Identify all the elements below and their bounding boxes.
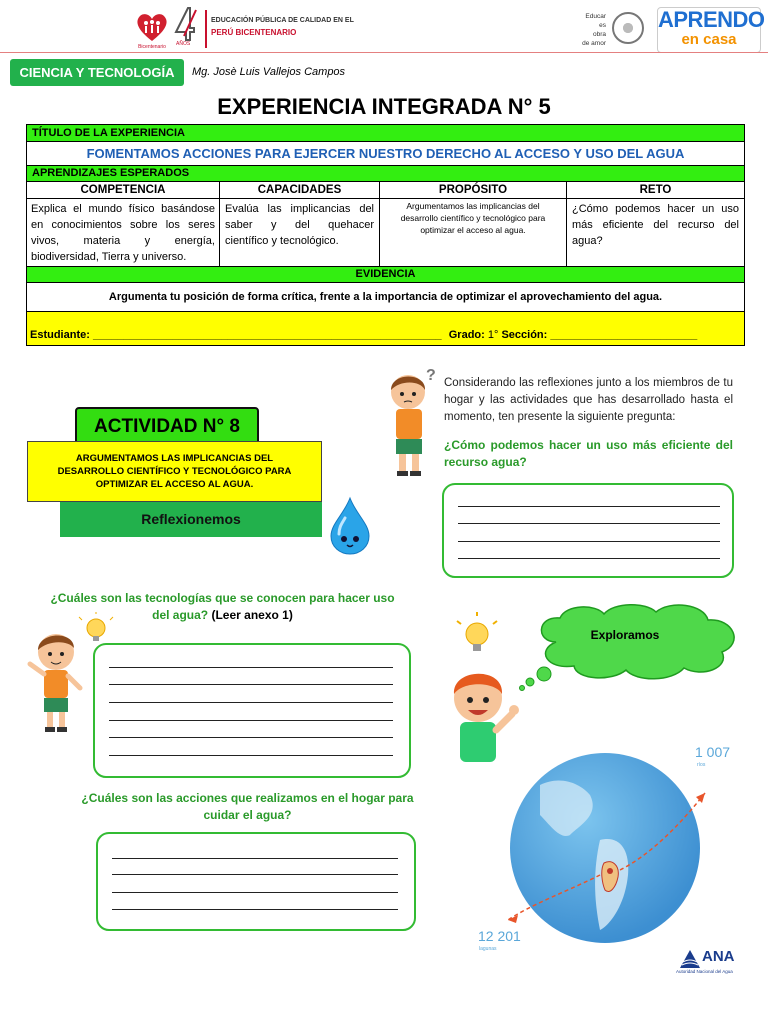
globe-icon: [500, 745, 710, 945]
page-title: EXPERIENCIA INTEGRADA N° 5: [217, 94, 551, 119]
exploramos-label: Exploramos: [590, 628, 660, 642]
headers-row: [27, 182, 744, 199]
logo-caption: Bicentenario: [138, 44, 166, 50]
activity-description: ARGUMENTAMOS LAS IMPLICANCIAS DEL DESARROLLO CIENTÍFICO Y TECNOLÓGICO PARA OPTIMIZAR EL ACCESO AL AGUA.: [27, 441, 322, 502]
answer-box-1[interactable]: [93, 643, 411, 778]
header-competencia: COMPETENCIA: [27, 182, 220, 198]
question-2: ¿Cuáles son las acciones que realizamos en el hogar para cuidar el agua?: [81, 791, 414, 822]
header-reto: RETO: [639, 184, 672, 196]
cell-capacidades: Evalúa las implicancias del saber y del quehacer científico y tecnológico.: [220, 199, 380, 266]
seccion-label: Sección:: [501, 329, 548, 341]
lightbulb-icon: [452, 612, 502, 662]
subject-tab: CIENCIA Y TECNOLOGÍA: [10, 59, 184, 86]
cell-competencia: Explica el mundo físico basándose en conocimientos sobre los seres vivos, materia y energía, biodiversidad, Tierra y universo.: [27, 199, 220, 266]
en-casa-text: en casa: [681, 31, 737, 48]
considering-text: Considerando las reflexiones junto a los miembros de tu hogar y las actividades que has desarrollado hasta el momento, ten presente la siguiente pregunta:: [444, 377, 733, 423]
cell-proposito: Argumentamos las implicancias del desarrollo científico y tecnológico para optimizar el acceso al agua.: [380, 199, 567, 266]
estudiante-label: Estudiante:: [30, 329, 90, 341]
lagunas-label: lagunas: [479, 946, 497, 952]
header-proposito: PROPÓSITO: [380, 182, 567, 198]
header-line-2: PERÚ BICENTENARIO: [211, 28, 297, 37]
student-row: [27, 312, 744, 345]
boy-thinking-icon: [380, 362, 442, 482]
aprendizajes-label-row: APRENDIZAJES ESPERADOS: [27, 166, 744, 182]
aprendo-en-casa-logo: [657, 7, 765, 53]
answer-box-2[interactable]: [96, 832, 416, 931]
ana-full-name: Autoridad Nacional del Agua: [676, 969, 733, 974]
ana-logo-text: ANA: [702, 948, 735, 965]
educar-motto: Educar es obra de amor: [582, 13, 606, 47]
reflexionemos-banner: Reflexionemos: [60, 502, 322, 537]
evidencia-row: Argumenta tu posición de forma crítica, frente a la importancia de optimizar el aprovechamiento del agua.: [27, 283, 744, 312]
heart-logo-icon: [135, 10, 169, 44]
logo-years: AÑOS: [176, 41, 191, 47]
seal-icon: [612, 12, 644, 44]
teacher-name: Mg. Josè Luis Vallejos Campos: [192, 66, 346, 78]
header-divider: [205, 10, 207, 48]
activity-title: ACTIVIDAD N° 8: [75, 407, 259, 447]
lagunas-count: 12 201: [478, 928, 521, 944]
water-drop-icon: [326, 496, 374, 556]
question-reto: ¿Cómo podemos hacer un uso más eficiente del recurso agua?: [444, 438, 733, 469]
titulo-row: FOMENTAMOS ACCIONES PARA EJERCER NUESTRO DERECHO AL ACCESO Y USO DEL AGUA: [27, 142, 744, 166]
seccion-field[interactable]: ________________________: [550, 329, 698, 341]
grado-label: Grado:: [448, 329, 485, 341]
experience-table: [26, 124, 745, 346]
header-capacidades: CAPACIDADES: [220, 182, 380, 198]
cell-reto: ¿Cómo podemos hacer un uso más eficiente del recurso del agua?: [572, 203, 739, 247]
evidencia-label-row: EVIDENCIA: [27, 267, 744, 283]
question-1: ¿Cuáles son las tecnologías que se conocen para hacer uso del agua? (Leer anexo 1): [50, 591, 395, 622]
header-rule: [0, 52, 768, 53]
answer-box-3[interactable]: [442, 483, 734, 578]
titulo-label-row: TÍTULO DE LA EXPERIENCIA: [27, 125, 744, 142]
thought-cloud-icon: [516, 602, 752, 692]
rios-label: ríos: [697, 762, 706, 768]
rios-count: 1 007: [695, 744, 731, 760]
svg-text:?: ?: [426, 367, 436, 384]
estudiante-field[interactable]: _________________________________________________________: [92, 329, 442, 341]
grado-value: 1°: [487, 329, 499, 341]
content-row: [27, 199, 744, 267]
header-line-1: EDUCACIÓN PÚBLICA DE CALIDAD EN EL: [211, 17, 354, 24]
ana-logo-icon: [680, 950, 700, 968]
aprendo-text: APRENDO: [658, 7, 765, 32]
